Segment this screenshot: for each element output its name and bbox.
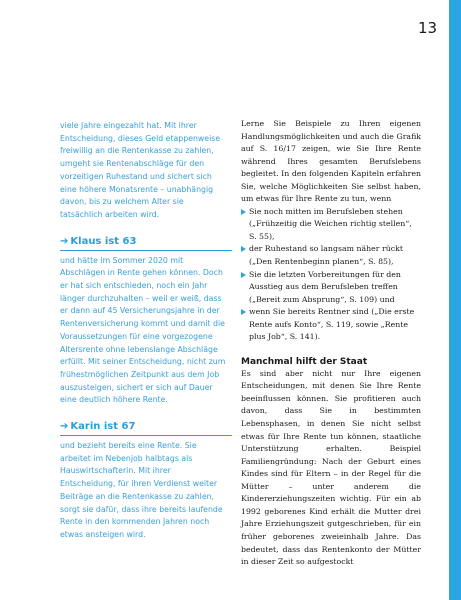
intro-paragraph: viele Jahre eingezahlt hat. Mit ihrer Entscheidung, dieses Geld etappenweise freiwillig an die Rentenkasse zu zahlen, umgeht sie Rentenabschläge für den vorzeitigen Ruhestand und sichert sich eine höhere Monatsrente – unabhängig davon, bis zu welchem Alter sie tatsächlich arbeiten wird. xyxy=(60,121,221,219)
list-item-text: Sie noch mitten im Berufsleben stehen („Frühzeitig die Weichen richtig stellen“, S. 55), xyxy=(249,206,412,241)
story-title: Karin ist 67 xyxy=(70,421,136,433)
bullet-triangle-icon xyxy=(241,246,246,252)
chapter-reference-list xyxy=(241,206,421,344)
story-title: Klaus ist 63 xyxy=(70,235,137,247)
bullet-triangle-icon xyxy=(241,272,246,278)
page-number: 13 xyxy=(418,19,438,37)
right-column xyxy=(241,118,421,569)
section-paragraph: Es sind aber nicht nur Ihre eigenen Entscheidungen, mit denen Sie Ihre Rente beeinflussen können. Sie profitieren auch davon, dass Sie in bestimmten Lebensphasen, in denen Sie nicht selbst etwas für Ihre Rente tun können, staatliche Unterstützung erhalten. Beispiel Familiengründung: Nach der Geburt eines Kindes sind für Eltern – in der Regel für die Mütter – unter anderem die Kindererziehungszeiten wichtig. Für ein ab 1992 geborenes Kind erhält die Mutter drei Jahre Erziehungszeit gutgeschrieben, für ein früher geborenes zweieinhalb Jahre. Das bedeutet, dass das Rentenkonto der Mütter in dieser Zeit so aufgestockt xyxy=(241,368,421,567)
list-item xyxy=(241,306,421,344)
edge-color-stripe xyxy=(449,0,461,600)
list-item-text: wenn Sie bereits Rentner sind („Die erste Rente aufs Konto“, S. 119, sowie „Rente plus Job“, S. 141). xyxy=(249,307,415,342)
bullet-triangle-icon xyxy=(241,309,246,315)
intro-paragraph: Lerne Sie Beispiele zu Ihren eigenen Handlungsmöglichkeiten und auch die Grafik auf S. 16/17 zeigen, wie Sie Ihre Rente während Ihres gesamten Berufslebens begleitet. In den folgenden Kapiteln erfahren Sie, welche Möglichkeiten Sie selbst haben, um etwas für Ihre Rente zu tun, wenn xyxy=(241,119,421,204)
heading-divider xyxy=(60,250,232,251)
list-item xyxy=(241,269,421,307)
arrow-right-icon: ➔ xyxy=(60,421,69,433)
list-item xyxy=(241,243,421,268)
story-text: und bezieht bereits eine Rente. Sie arbeitet im Nebenjob halbtags als Hauswirtschafterin. Mit ihrer Entscheidung, für ihren Verdienst weiter Beiträge an die Rentenkasse zu zahlen, sorgt sie dafür, dass ihre bereits laufende Rente in den kommenden Jahren noch etwas ansteigen wird. xyxy=(60,441,223,539)
story-heading xyxy=(60,236,228,248)
arrow-right-icon: ➔ xyxy=(60,235,69,247)
list-item xyxy=(241,206,421,244)
list-item-text: der Ruhestand so langsam näher rückt („Den Rentenbeginn planen“, S. 85), xyxy=(249,244,403,267)
story-text: und hätte im Sommer 2020 mit Abschlägen in Rente gehen können. Doch er hat sich entschieden, noch ein Jahr länger durchzuhalten – weil er weiß, dass er dann auf 45 Versicherungsjahre in der Rentenversicherung kommt und damit die Voraussetzungen für eine vorgezogene Altersrente ohne lebenslange Abschläge erfüllt. Mit seiner Entscheidung, nicht zum frühestmöglichen Zeitpunkt aus dem Job auszusteigen, sichert er sich auf Dauer eine deutlich höhere Rente. xyxy=(60,255,226,405)
heading-divider xyxy=(60,435,232,436)
left-column xyxy=(60,120,228,542)
bullet-triangle-icon xyxy=(241,209,246,215)
story-karin xyxy=(60,421,228,542)
story-klaus xyxy=(60,236,228,407)
list-item-text: Sie die letzten Vorbereitungen für den Ausstieg aus dem Berufsleben treffen („Bereit zum Absprung“, S. 109) und xyxy=(249,269,401,304)
section-heading: Manchmal hilft der Staat xyxy=(241,356,368,367)
story-heading xyxy=(60,421,228,433)
